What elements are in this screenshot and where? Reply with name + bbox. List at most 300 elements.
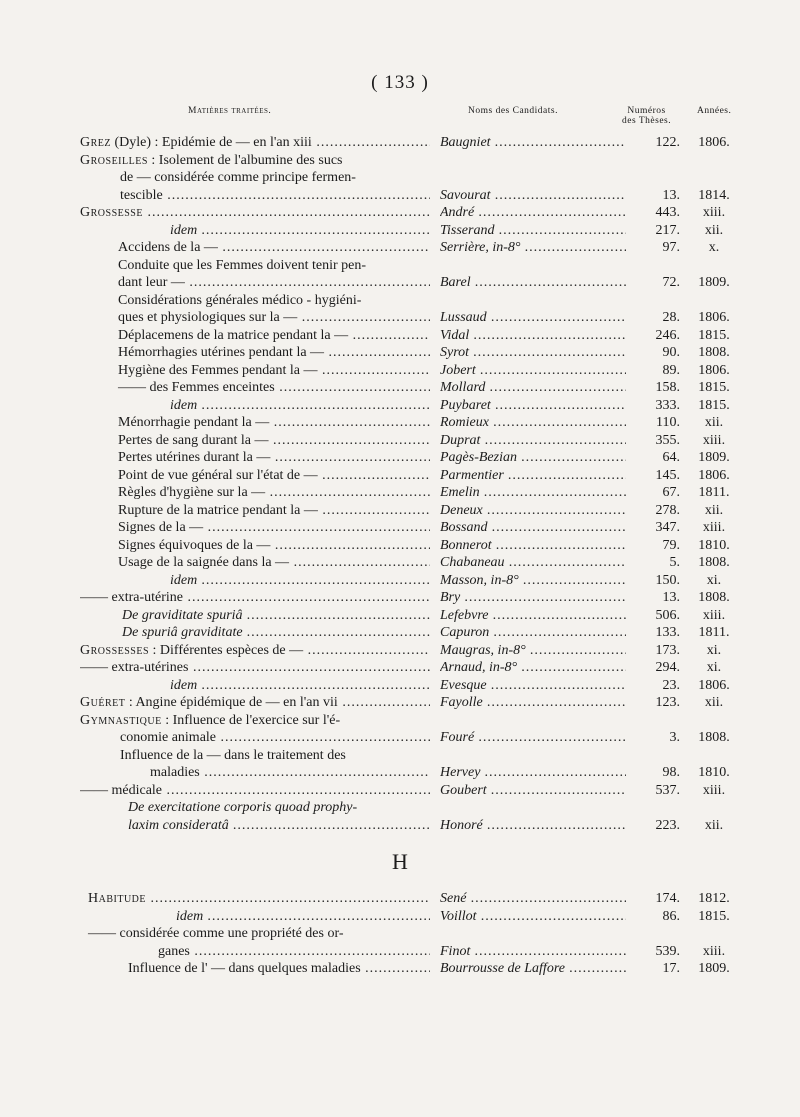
thesis-number: 3. <box>669 730 680 745</box>
candidate-name: Hervey ..... <box>440 765 626 780</box>
header-candidats: Noms des Candidats. <box>468 106 558 116</box>
candidate-cell <box>440 274 626 292</box>
subject-cell <box>80 589 430 607</box>
candidate-cell <box>440 432 626 450</box>
candidate-name: Capuron ..... <box>440 625 626 640</box>
candidate-cell <box>440 642 626 660</box>
candidate-cell <box>440 659 626 677</box>
subject-text: Point de vue général sur l'état de — ..... <box>118 468 430 483</box>
subject-text: (Dyle) : Epidémie de — en l'an xiii ..... <box>111 135 430 150</box>
candidate-cell <box>440 943 626 961</box>
subject-text: —— extra-utérine ..... <box>80 590 430 605</box>
subject-cell <box>80 572 430 590</box>
table-row <box>0 169 800 187</box>
candidate-name: Barel ..... <box>440 275 626 290</box>
year-cell: 1811. <box>698 625 730 640</box>
subject-text: conomie animale ..... <box>120 730 430 745</box>
subject-text: idem ..... <box>176 909 430 924</box>
candidate-cell <box>440 327 626 345</box>
subject-cell <box>80 537 430 555</box>
thesis-number: 79. <box>662 537 680 553</box>
thesis-number: 294. <box>655 660 680 675</box>
subject-text: maladies ..... <box>150 765 430 780</box>
thesis-number: 443. <box>655 205 680 220</box>
candidate-cell <box>440 554 626 572</box>
header-numeros-line1: Numéros <box>627 106 666 116</box>
subject-cell <box>80 204 430 222</box>
thesis-number: 67. <box>662 485 680 500</box>
subject-cell <box>80 414 430 432</box>
table-row <box>0 694 800 712</box>
candidate-name: André ..... <box>440 205 626 220</box>
table-row <box>0 782 800 800</box>
table-row <box>0 925 800 943</box>
candidate-cell <box>440 502 626 520</box>
thesis-number: 278. <box>655 502 680 518</box>
candidate-cell <box>440 362 626 380</box>
candidate-cell <box>440 134 626 152</box>
header-matieres: Matières traitées. <box>188 106 272 116</box>
table-row <box>0 327 800 345</box>
candidate-cell <box>440 204 626 222</box>
subject-cell <box>80 554 430 572</box>
subject-text: de — considérée comme principe fermen- <box>120 170 356 185</box>
subject-cell <box>80 152 430 170</box>
year-cell: 1815. <box>698 908 730 924</box>
thesis-number: 347. <box>655 520 680 535</box>
year-cell: xi. <box>706 642 722 658</box>
year-cell: 1806. <box>698 362 730 378</box>
year-cell: xiii. <box>702 520 726 535</box>
candidate-name: Bonnerot ..... <box>440 538 626 553</box>
subject-text: Hémorrhagies utérines pendant la — ..... <box>118 345 430 360</box>
subject-text <box>143 205 430 220</box>
candidate-cell <box>440 484 626 502</box>
year-cell: 1812. <box>698 891 730 906</box>
candidate-cell <box>440 222 626 240</box>
thesis-number: 133. <box>655 625 680 640</box>
subject-text: idem ..... <box>170 573 430 588</box>
subject-cell <box>80 729 430 747</box>
year-cell: xii. <box>704 502 724 518</box>
thesis-number: 145. <box>655 467 680 483</box>
candidate-name: Masson, in-8° ..... <box>440 573 626 588</box>
thesis-number: 174. <box>655 891 680 906</box>
candidate-name: Serrière, in-8° ..... <box>440 240 626 255</box>
subject-cell <box>80 890 430 908</box>
thesis-number: 28. <box>662 310 680 325</box>
subject-cell <box>80 134 430 152</box>
subject-text: Signes de la — ..... <box>118 520 430 535</box>
subject-text: De exercitatione corporis quoad prophy- <box>128 800 358 815</box>
table-row <box>0 642 800 660</box>
candidate-name: Evesque ..... <box>440 678 626 693</box>
subject-text: Pertes de sang durant la — ..... <box>118 433 430 448</box>
table-row <box>0 589 800 607</box>
year-cell: 1808. <box>698 730 730 745</box>
thesis-number: 90. <box>662 345 680 360</box>
year-cell: 1806. <box>698 677 730 693</box>
subject-cell <box>80 187 430 205</box>
thesis-number: 539. <box>655 943 680 959</box>
year-cell: xiii. <box>702 432 726 448</box>
candidate-cell <box>440 379 626 397</box>
subject-cell <box>80 274 430 292</box>
table-row <box>0 222 800 240</box>
table-row <box>0 467 800 485</box>
subject-keyword: Guéret <box>80 695 126 710</box>
year-cell: 1810. <box>698 537 730 553</box>
candidate-cell <box>440 239 626 257</box>
subject-cell <box>80 502 430 520</box>
candidate-name: Bourrousse de Laffore ..... <box>440 961 626 976</box>
subject-keyword: Gymnastique <box>80 712 162 728</box>
subject-text: : Isolement de l'albumine des sucs <box>147 152 343 168</box>
subject-keyword: Grossesse <box>80 205 143 220</box>
candidate-cell <box>440 572 626 590</box>
candidate-name: Savourat ..... <box>440 188 626 203</box>
candidate-cell <box>440 537 626 555</box>
candidate-name: Fouré ..... <box>440 730 626 745</box>
table-row <box>0 274 800 292</box>
candidate-cell <box>440 694 626 712</box>
candidate-cell <box>440 607 626 625</box>
subject-text: Pertes utérines durant la — ..... <box>118 450 430 465</box>
table-row <box>0 204 800 222</box>
thesis-number: 5. <box>669 555 680 570</box>
table-row <box>0 344 800 362</box>
candidate-name: Jobert ..... <box>440 363 626 378</box>
thesis-number: 97. <box>662 240 680 255</box>
subject-cell <box>80 817 430 835</box>
table-row <box>0 519 800 537</box>
subject-text: Rupture de la matrice pendant la — ..... <box>118 503 430 518</box>
candidate-cell <box>440 764 626 782</box>
subject-text: Influence de l' — dans quelques maladies ..... <box>128 961 430 976</box>
candidate-cell <box>440 344 626 362</box>
candidate-name: Syrot ..... <box>440 345 626 360</box>
table-row <box>0 677 800 695</box>
table-row <box>0 187 800 205</box>
subject-cell <box>80 169 430 187</box>
thesis-number: 72. <box>662 275 680 290</box>
candidate-cell <box>440 960 626 978</box>
candidate-name: Chabaneau ..... <box>440 555 626 570</box>
year-cell: 1806. <box>698 135 730 150</box>
table-row <box>0 817 800 835</box>
subject-cell <box>80 222 430 240</box>
year-cell: xii. <box>704 222 724 238</box>
year-cell: 1806. <box>698 310 730 325</box>
page-number: ( 133 ) <box>371 72 429 93</box>
year-cell: 1809. <box>698 450 730 465</box>
thesis-number: 246. <box>655 327 680 343</box>
subject-text: Usage de la saignée dans la — ..... <box>118 555 430 570</box>
year-cell: 1806. <box>698 467 730 483</box>
candidate-cell <box>440 908 626 926</box>
subject-text: —— extra-utérines ..... <box>80 660 430 675</box>
subject-cell <box>80 782 430 800</box>
subject-cell <box>80 309 430 327</box>
table-row <box>0 397 800 415</box>
subject-text: De spuriâ graviditate ..... <box>122 625 430 640</box>
candidate-cell <box>440 624 626 642</box>
year-cell: xi. <box>706 572 722 588</box>
section-heading: H <box>392 849 408 874</box>
candidate-cell <box>440 519 626 537</box>
table-row <box>0 729 800 747</box>
subject-text: idem ..... <box>170 223 430 238</box>
year-cell: 1815. <box>698 380 730 395</box>
subject-keyword: Grez <box>80 135 111 150</box>
candidate-name: Lussaud ..... <box>440 310 626 325</box>
subject-text: : Différentes espèces de — ..... <box>149 643 430 658</box>
thesis-number: 355. <box>655 432 680 448</box>
table-row <box>0 502 800 520</box>
candidate-name: Emelin ..... <box>440 485 626 500</box>
subject-cell <box>80 624 430 642</box>
thesis-number: 158. <box>655 380 680 395</box>
year-cell: 1808. <box>698 345 730 360</box>
candidate-name: Vidal ..... <box>440 328 626 343</box>
subject-cell <box>80 379 430 397</box>
table-row <box>0 659 800 677</box>
table-row <box>0 908 800 926</box>
thesis-number: 64. <box>662 450 680 465</box>
subject-text: : Angine épidémique de — en l'an vii ..... <box>125 695 430 710</box>
table-row <box>0 572 800 590</box>
year-cell: 1814. <box>698 187 730 203</box>
candidate-name: Lefebvre ..... <box>440 608 626 623</box>
subject-cell <box>80 908 430 926</box>
thesis-number: 123. <box>655 695 680 710</box>
candidate-cell <box>440 414 626 432</box>
subject-text <box>146 891 430 906</box>
table-row <box>0 152 800 170</box>
subject-text: Signes équivoques de la — ..... <box>118 538 430 553</box>
subject-cell <box>80 327 430 345</box>
year-cell: 1808. <box>698 590 730 605</box>
subject-text: —— considérée comme une propriété des or- <box>88 926 344 941</box>
table-row <box>0 960 800 978</box>
year-cell: 1809. <box>698 275 730 290</box>
candidate-name: Sené ..... <box>440 891 626 906</box>
subject-cell <box>80 642 430 660</box>
thesis-number: 122. <box>655 135 680 150</box>
table-row <box>0 432 800 450</box>
subject-cell <box>80 925 430 943</box>
thesis-number: 98. <box>662 765 680 780</box>
table-row <box>0 257 800 275</box>
thesis-number: 110. <box>656 415 680 430</box>
subject-text: Règles d'hygiène sur la — ..... <box>118 485 430 500</box>
year-cell: xii. <box>704 817 724 833</box>
year-cell: xii. <box>704 695 724 710</box>
table-row <box>0 379 800 397</box>
candidate-cell <box>440 782 626 800</box>
candidate-name: Deneux ..... <box>440 503 626 518</box>
year-cell: 1809. <box>698 961 730 976</box>
year-cell: xiii. <box>702 607 726 623</box>
thesis-number: 333. <box>655 397 680 413</box>
subject-cell <box>80 519 430 537</box>
candidate-name: Goubert ..... <box>440 783 626 798</box>
thesis-number: 89. <box>662 362 680 378</box>
header-numeros <box>622 106 671 126</box>
table-row <box>0 712 800 730</box>
thesis-number: 13. <box>662 590 680 605</box>
year-cell: 1815. <box>698 397 730 413</box>
thesis-number: 23. <box>662 677 680 693</box>
table-row <box>0 554 800 572</box>
table-row <box>0 537 800 555</box>
year-cell: xii. <box>704 415 724 430</box>
subject-text: : Influence de l'exercice sur l'é- <box>161 712 341 728</box>
subject-text: dant leur — ..... <box>118 275 430 290</box>
subject-text: ganes ..... <box>158 944 430 959</box>
year-cell: xi. <box>706 660 722 675</box>
candidate-cell <box>440 187 626 205</box>
candidate-cell <box>440 309 626 327</box>
table-row <box>0 747 800 765</box>
index-table <box>0 134 800 978</box>
subject-text: ques et physiologiques sur la — ..... <box>118 310 430 325</box>
subject-cell <box>80 747 430 765</box>
candidate-name: Mollard ..... <box>440 380 626 395</box>
subject-text: —— médicale ..... <box>80 783 430 798</box>
table-row <box>0 764 800 782</box>
year-cell: 1811. <box>698 485 730 500</box>
candidate-name: Puybaret ..... <box>440 398 626 413</box>
subject-text: Considérations générales médico - hygiéni- <box>118 292 362 308</box>
thesis-number: 13. <box>662 187 680 203</box>
thesis-number: 150. <box>655 572 680 588</box>
table-row <box>0 799 800 817</box>
subject-cell <box>80 362 430 380</box>
subject-keyword: Habitude <box>88 891 146 906</box>
subject-text: Conduite que les Femmes doivent tenir pen- <box>118 257 367 273</box>
table-row <box>0 890 800 908</box>
thesis-number: 86. <box>662 908 680 924</box>
thesis-number: 506. <box>655 607 680 623</box>
subject-text: idem ..... <box>170 678 430 693</box>
thesis-number: 17. <box>662 961 680 976</box>
subject-text: Ménorrhagie pendant la — ..... <box>118 415 430 430</box>
subject-cell <box>80 607 430 625</box>
table-row <box>0 624 800 642</box>
candidate-name: Finot ..... <box>440 944 626 959</box>
year-cell: 1808. <box>698 555 730 570</box>
candidate-cell <box>440 890 626 908</box>
table-row <box>0 362 800 380</box>
subject-cell <box>80 799 430 817</box>
year-cell: 1810. <box>698 765 730 780</box>
table-row <box>0 607 800 625</box>
thesis-number: 173. <box>655 642 680 658</box>
year-cell: xiii. <box>702 943 726 959</box>
table-row <box>0 484 800 502</box>
subject-cell <box>80 239 430 257</box>
thesis-number: 223. <box>655 817 680 833</box>
thesis-number: 537. <box>655 782 680 798</box>
subject-text: Influence de la — dans le traitement des <box>120 747 346 763</box>
subject-text: idem ..... <box>170 398 430 413</box>
candidate-name: Arnaud, in-8° ..... <box>440 660 626 675</box>
subject-cell <box>80 257 430 275</box>
candidate-cell <box>440 449 626 467</box>
candidate-cell <box>440 467 626 485</box>
subject-keyword: Groseilles <box>80 152 148 168</box>
candidate-cell <box>440 397 626 415</box>
subject-cell <box>80 694 430 712</box>
header-annees: Années. <box>697 106 732 116</box>
subject-cell <box>80 484 430 502</box>
candidate-cell <box>440 729 626 747</box>
subject-text: laxim consideratâ ..... <box>128 818 430 833</box>
table-row <box>0 292 800 310</box>
subject-text: De graviditate spuriâ ..... <box>122 608 430 623</box>
year-cell: x. <box>708 240 720 255</box>
year-cell: xiii. <box>702 782 726 798</box>
subject-cell <box>80 943 430 961</box>
table-row <box>0 134 800 152</box>
rows-section-g <box>0 134 800 834</box>
candidate-name: Romieux ..... <box>440 415 626 430</box>
candidate-name: Duprat ..... <box>440 433 626 448</box>
subject-text: Accidens de la — ..... <box>118 240 430 255</box>
header-numeros-line2: des Thèses. <box>622 116 672 126</box>
subject-cell <box>80 432 430 450</box>
candidate-name: Honoré ..... <box>440 818 626 833</box>
candidate-cell <box>440 589 626 607</box>
candidate-name: Parmentier ..... <box>440 468 626 483</box>
subject-cell <box>80 960 430 978</box>
candidate-name: Maugras, in-8° ..... <box>440 643 626 658</box>
table-row <box>0 943 800 961</box>
subject-keyword: Grossesses <box>80 642 150 658</box>
candidate-name: Fayolle ..... <box>440 695 626 710</box>
candidate-name: Bry ..... <box>440 590 626 605</box>
year-cell: 1815. <box>698 327 730 343</box>
subject-cell <box>80 659 430 677</box>
subject-cell <box>80 712 430 730</box>
subject-cell <box>80 397 430 415</box>
candidate-cell <box>440 817 626 835</box>
subject-text: tescible ..... <box>120 188 430 203</box>
year-cell: xiii. <box>702 205 726 220</box>
candidate-name: Baugniet ..... <box>440 135 626 150</box>
candidate-name: Tisserand ..... <box>440 223 626 238</box>
subject-cell <box>80 449 430 467</box>
subject-text: Déplacemens de la matrice pendant la — ..... <box>118 328 430 343</box>
candidate-name: Voillot ..... <box>440 909 626 924</box>
table-row <box>0 309 800 327</box>
subject-text: —— des Femmes enceintes ..... <box>118 380 430 395</box>
subject-text: Hygiène des Femmes pendant la — ..... <box>118 363 430 378</box>
table-row <box>0 414 800 432</box>
subject-cell <box>80 344 430 362</box>
candidate-name: Pagès-Bezian ..... <box>440 450 626 465</box>
table-row <box>0 449 800 467</box>
subject-cell <box>80 292 430 310</box>
subject-cell <box>80 764 430 782</box>
subject-cell <box>80 467 430 485</box>
candidate-name: Bossand ..... <box>440 520 626 535</box>
candidate-cell <box>440 677 626 695</box>
thesis-number: 217. <box>655 222 680 238</box>
table-row <box>0 239 800 257</box>
rows-section-h <box>0 890 800 978</box>
